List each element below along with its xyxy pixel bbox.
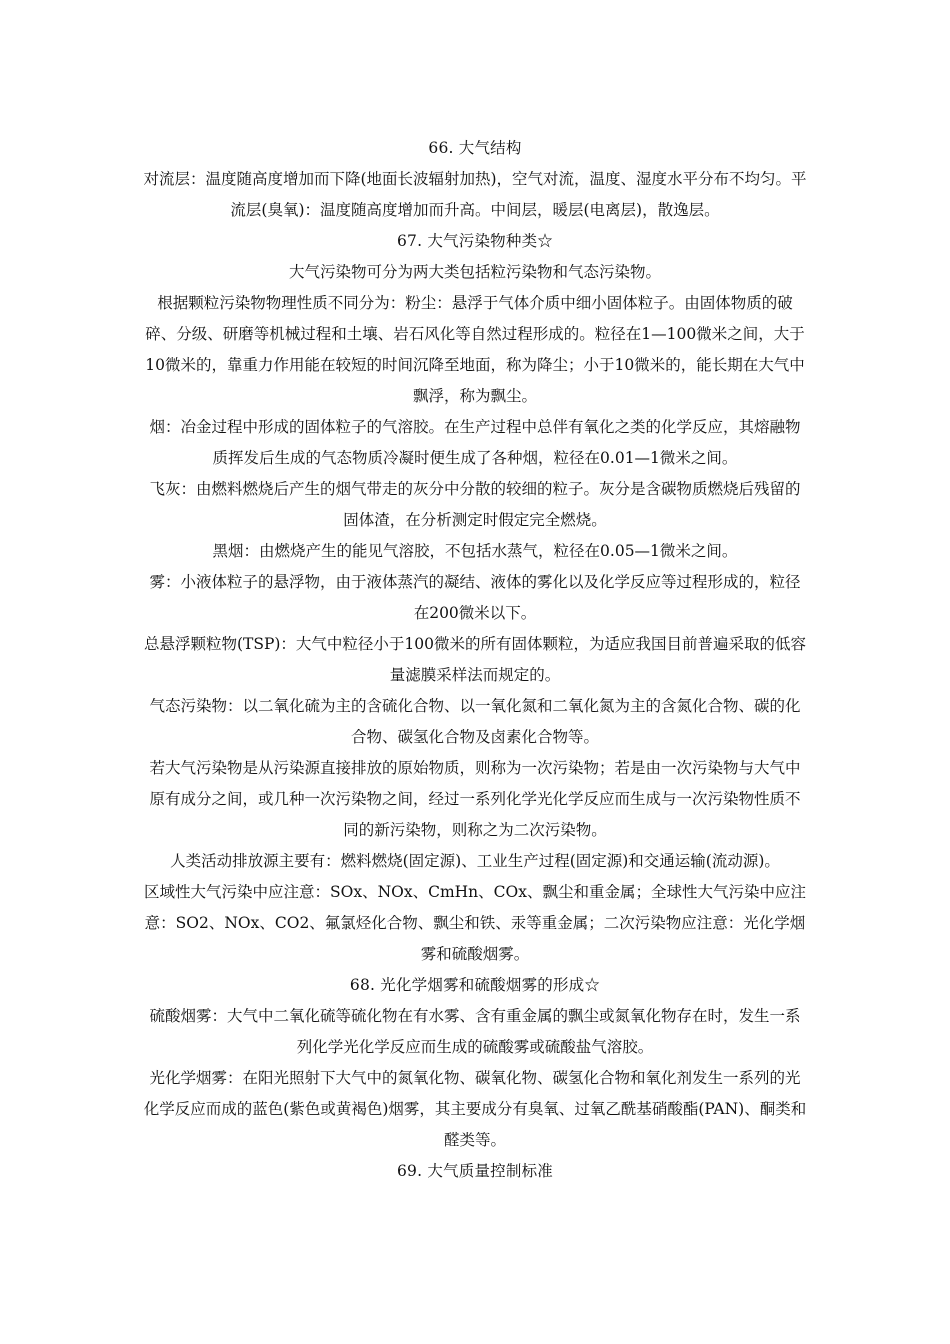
- paragraph-tsp: 总悬浮颗粒物(TSP)：大气中粒径小于100微米的所有固体颗粒，为适应我国目前普遍采取的低容量滤膜采样法而规定的。: [143, 635, 807, 684]
- paragraph-gaseous-pollutants: 气态污染物：以二氧化硫为主的含硫化合物、以一氧化氮和二氧化氮为主的含氮化合物、碳的化合物、碳氢化合物及卤素化合物等。: [149, 697, 801, 746]
- paragraph-regional-global: 区域性大气污染中应注意：SOx、NOx、CmHn、COx、飘尘和重金属；全球性大气污染中应注意：SO2、NOx、CO2、氟氯烃化合物、飘尘和铁、汞等重金属；二次污染物应注意：光化学烟雾和硫酸烟雾。: [144, 883, 806, 963]
- paragraph-fly-ash: 飞灰：由燃料燃烧后产生的烟气带走的灰分中分散的较细的粒子。灰分是含碳物质燃烧后残留的固体渣，在分析测定时假定完全燃烧。: [149, 480, 801, 529]
- paragraph-black-smoke: 黑烟：由燃烧产生的能见气溶胶，不包括水蒸气，粒径在0.05—1微米之间。: [212, 542, 738, 560]
- paragraph-sulfuric-smog: 硫酸烟雾：大气中二氧化硫等硫化物在有水雾、含有重金属的飘尘或氮氧化物存在时，发生一系列化学光化学反应而生成的硫酸雾或硫酸盐气溶胶。: [149, 1007, 801, 1056]
- paragraph-smoke: 烟：冶金过程中形成的固体粒子的气溶胶。在生产过程中总伴有氧化之类的化学反应，其熔融物质挥发后生成的气态物质冷凝时便生成了各种烟，粒径在0.01—1微米之间。: [149, 418, 801, 467]
- section-heading-69: 69. 大气质量控制标准: [397, 1162, 553, 1180]
- paragraph-fog: 雾：小液体粒子的悬浮物，由于液体蒸汽的凝结、液体的雾化以及化学反应等过程形成的，粒径在200微米以下。: [149, 573, 801, 622]
- section-heading-66: 66. 大气结构: [428, 139, 522, 157]
- section-heading-68: 68. 光化学烟雾和硫酸烟雾的形成☆: [349, 976, 601, 994]
- paragraph-emission-sources: 人类活动排放源主要有：燃料燃烧(固定源)、工业生产过程(固定源)和交通运输(流动源)。: [170, 852, 780, 870]
- paragraph-atmosphere-layers: 对流层：温度随高度增加而下降(地面长波辐射加热)，空气对流，温度、湿度水平分布不均匀。平流层(臭氧)：温度随高度增加而升高。中间层，暖层(电离层)，散逸层。: [143, 170, 807, 219]
- paragraph-primary-secondary: 若大气污染物是从污染源直接排放的原始物质，则称为一次污染物；若是由一次污染物与大气中原有成分之间，或几种一次污染物之间，经过一系列化学光化学反应而生成与一次污染物性质不同的新污染物，则称之为二次污染物。: [149, 759, 801, 839]
- paragraph-photochemical-smog: 光化学烟雾：在阳光照射下大气中的氮氧化物、碳氧化物、碳氢化合物和氧化剂发生一系列的光化学反应而成的蓝色(紫色或黄褐色)烟雾，其主要成分有臭氧、过氧乙酰基硝酸酯(PAN)、酮类和醛类等。: [143, 1069, 807, 1149]
- paragraph-dust: 根据颗粒污染物物理性质不同分为：粉尘：悬浮于气体介质中细小固体粒子。由固体物质的破碎、分级、研磨等机械过程和土壤、岩石风化等自然过程形成的。粒径在1—100微米之间，大于10微米的，靠重力作用能在较短的时间沉降至地面，称为降尘；小于10微米的，能长期在大气中飘浮，称为飘尘。: [145, 294, 805, 405]
- paragraph-pollutant-categories: 大气污染物可分为两大类包括粒污染物和气态污染物。: [288, 263, 661, 281]
- document-body: [143, 133, 807, 1187]
- section-heading-67: 67. 大气污染物种类☆: [397, 232, 553, 250]
